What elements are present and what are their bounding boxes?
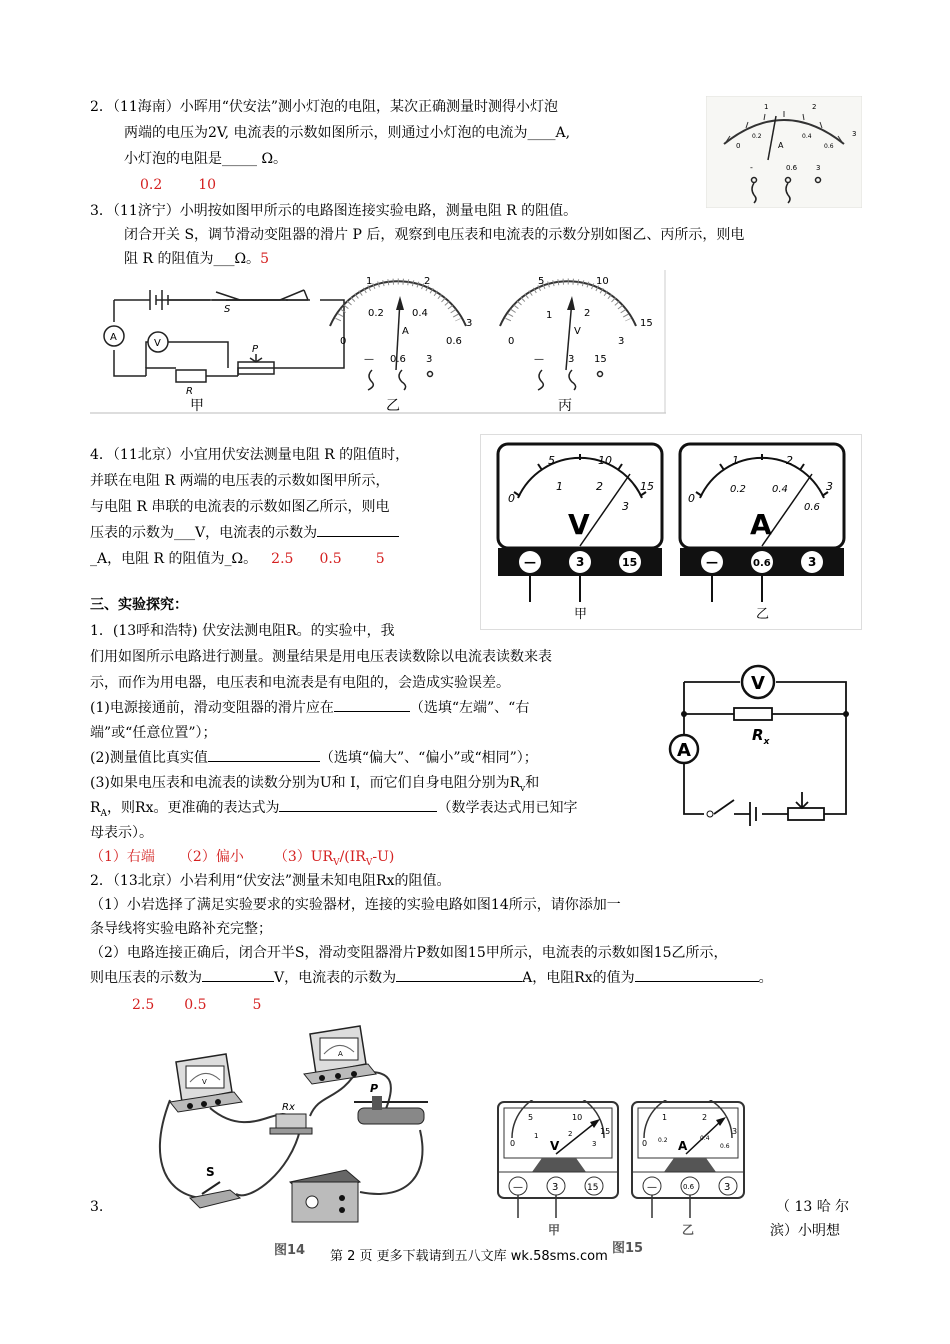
- e2-line-5a: 则电压表的示数为: [90, 970, 202, 986]
- q3-v-tick-2: 10: [596, 276, 609, 287]
- e1-answer-2: （2）偏小: [178, 849, 244, 865]
- q4-line-5: [90, 548, 385, 570]
- e2-answer-3: 5: [252, 997, 262, 1013]
- q3-switch: [216, 292, 240, 300]
- fig15-a-btn-2: 0.6: [683, 1183, 695, 1191]
- q3-a-tick-1: 1: [366, 276, 373, 287]
- q4-v-sub-2: 2: [596, 480, 603, 493]
- e1-line-6: [90, 747, 538, 769]
- fig15: [496, 1100, 756, 1258]
- e2-answer-2: 0.5: [184, 997, 207, 1013]
- q4-a-unit: A: [750, 508, 772, 541]
- q3-a-sub-2: 0.4: [412, 308, 428, 319]
- page-footer: 第 2 页 更多下载请到五八文库 wk.58sms.com: [330, 1249, 608, 1264]
- fig15-a-sub-3: 0.6: [720, 1143, 730, 1150]
- fig14-resistor: [270, 1102, 312, 1134]
- e1-line-7a: (3)如果电压表和电流表的读数分别为U和 I，而它们自身电阻分别为R: [90, 775, 521, 791]
- fig15-a-tick-3: 3: [732, 1127, 738, 1136]
- e1-blank-2: [208, 747, 320, 762]
- q3-a-tick-2: 2: [424, 276, 431, 287]
- e1-line-8b: ，则Rx。更准确的表达式为: [107, 800, 280, 816]
- q2-port-1: 0.6: [786, 164, 798, 172]
- e2-line-5d: 。: [758, 970, 773, 986]
- e1-line-2: 们用如图所示电路进行测量。测量结果是用电压表读数除以电流表读数来表: [90, 649, 552, 665]
- e1-line-3: 示，而作为用电器，电压表和电流表是有电阻的，会造成实验误差。: [90, 675, 510, 691]
- q4-a-btn-3: 3: [808, 555, 817, 569]
- fig15-a-unit: A: [678, 1139, 688, 1153]
- fig15-v-btn-1: —: [513, 1182, 523, 1193]
- fig15-caption: 图15: [612, 1241, 644, 1256]
- q2-line-1: 2．（11海南）小晖用“伏安法”测小灯泡的电阻，某次正确测量时测得小灯泡: [90, 99, 559, 115]
- q2-line-3: 小灯泡的电阻是_____ Ω。: [124, 151, 288, 167]
- q2-unit: A: [778, 141, 784, 150]
- e1-circuit-V: V: [751, 673, 765, 694]
- e1-line-5: 端”或“任意位置”）；: [90, 725, 217, 741]
- q4-answer-1: 2.5: [271, 551, 294, 567]
- e1-line-8: [90, 797, 577, 825]
- e1-line-9: 母表示）。: [90, 825, 153, 841]
- fig15-a-tick-2: 2: [702, 1113, 708, 1122]
- q3-a-port-1: 0.6: [390, 354, 406, 365]
- q4-v-btn-1: —: [524, 555, 536, 569]
- q3-circuit-R: R: [186, 386, 193, 397]
- q3-circuit-A: A: [110, 332, 117, 343]
- q3-a-tick-0: 0: [340, 336, 347, 347]
- q4-line-3: 与电阻 R 串联的电流表的示数如图乙所示，则电: [90, 499, 390, 515]
- e1-line-4b: （选填“左端”、“右: [409, 700, 530, 716]
- e2-answer-1: 2.5: [132, 997, 155, 1013]
- fig15-v-sub-3: 3: [592, 1140, 597, 1148]
- q4-answer-2: 0.5: [319, 551, 342, 567]
- q4-blank: [317, 522, 399, 537]
- q2-port-2: 3: [816, 164, 821, 172]
- q3-a-minus: —: [364, 354, 374, 365]
- e2-blank-3: [635, 967, 759, 982]
- q4-a-tick-3: 3: [826, 480, 833, 493]
- q3-a-unit: A: [402, 326, 409, 337]
- q3-v-sub-1: 1: [546, 310, 553, 321]
- section-heading: 三、实验探究：: [90, 597, 188, 613]
- e3-tail-1: （ 13 哈 尔: [776, 1199, 850, 1215]
- fig14: [150, 1022, 440, 1258]
- fig14-power: [290, 1170, 360, 1222]
- q3-v-sub-2: 2: [584, 308, 591, 319]
- fig15-v-tick-2: 10: [572, 1113, 583, 1122]
- q3-line-2: 闭合开关 S，调节滑动变阻器的滑片 P 后，观察到电压表和电流表的示数分别如图乙、丙所示，则电: [124, 227, 745, 243]
- q4-v-btn-3: 15: [622, 556, 638, 569]
- q2-sub-1: 0.2: [752, 133, 762, 140]
- q3-figure: [90, 270, 666, 414]
- q3-circuit-S: S: [224, 304, 231, 315]
- q4-a-tick-1: 1: [732, 454, 739, 467]
- e1-line-7: [90, 772, 539, 800]
- q3-caption-bing: 丙: [558, 398, 572, 414]
- fig15-v-sub-2: 2: [568, 1130, 573, 1138]
- fig14-caption: 图14: [274, 1243, 306, 1258]
- q2-sub-3: 0.6: [824, 143, 834, 150]
- fig15-v-tick-1: 5: [528, 1113, 534, 1122]
- q4-v-tick-0: 0: [508, 492, 515, 505]
- e1-line-8a: R: [90, 800, 101, 816]
- q4-v-sub-3: 3: [622, 500, 629, 513]
- q3-a-port-2: 3: [426, 354, 433, 365]
- q4-line-4: [90, 522, 399, 544]
- q3-v-sub-3: 3: [618, 336, 625, 347]
- q3-v-minus: —: [534, 354, 544, 365]
- q2-answer: [140, 174, 216, 196]
- e1-line-8c: （数学表达式用已知字: [437, 800, 578, 816]
- q3-a-sub-1: 0.2: [368, 308, 384, 319]
- e1-line-6a: (2)测量值比真实值: [90, 750, 208, 766]
- q4-a-sub-1: 0.2: [730, 484, 746, 495]
- fig14-P: P: [370, 1082, 379, 1095]
- q2-tick-0: 0: [736, 142, 741, 150]
- e1-line-8-sub: A: [100, 808, 108, 819]
- q2-answer-1: 0.2: [140, 177, 163, 193]
- e2-line-2: （1）小岩选择了满足实验要求的实验器材，连接的实验电路如图14所示，请你添加一: [90, 897, 621, 913]
- e2-blank-2: [396, 967, 522, 982]
- q3-ammeter: [330, 276, 472, 414]
- e1-line-6b: （选填“偏大”、“偏小”或“相同”）；: [319, 750, 538, 766]
- q4-v-sub-1: 1: [556, 480, 563, 493]
- fig15-voltmeter: [498, 1100, 618, 1237]
- fig15-v-tick-3: 15: [600, 1127, 611, 1136]
- q4-v-tick-1: 5: [548, 454, 555, 467]
- fig14-A: A: [338, 1050, 343, 1058]
- fig14-voltmeter: [170, 1054, 242, 1112]
- e2-line-1: 2．（13北京）小岩利用“伏安法”测量未知电阻Rx的阻值。: [90, 873, 451, 889]
- e1-answer-3-sub2: V: [365, 857, 373, 868]
- q3-v-unit: V: [574, 326, 581, 337]
- q4-caption-jia: 甲: [574, 607, 588, 622]
- e1-answer-3b: /(IR: [339, 849, 366, 865]
- fig14-S: S: [206, 1165, 215, 1179]
- q3-v-port-2: 15: [594, 354, 607, 365]
- q2-tick-3: 3: [852, 130, 857, 138]
- e1-circuit-A: A: [677, 740, 691, 761]
- q2-tick-1: 1: [764, 103, 769, 111]
- q4-a-btn-2: 0.6: [753, 558, 771, 569]
- fig15-caption-yi: 乙: [682, 1223, 695, 1237]
- e1-line-7-sub: v: [520, 783, 526, 794]
- e2-blank-1: [202, 967, 274, 982]
- q3-v-port-1: 3: [568, 354, 575, 365]
- fig15-a-sub-2: 0.4: [700, 1135, 710, 1142]
- q4-line-4-text: 压表的示数为___V，电流表的示数为: [90, 525, 318, 541]
- q3-a-tick-3: 3: [466, 318, 473, 329]
- fig15-a-sub-1: 0.2: [658, 1137, 668, 1144]
- q4-v-unit: V: [568, 508, 590, 541]
- e2-line-5: [90, 967, 773, 989]
- e1-answer-3c: -U): [372, 849, 395, 865]
- fig14-V: V: [202, 1078, 207, 1086]
- q2-answer-2: 10: [198, 177, 217, 193]
- e1-circuit-R: $R_x$: [752, 726, 770, 747]
- fig15-a-btn-1: —: [647, 1182, 657, 1193]
- q3-v-tick-0: 0: [508, 336, 515, 347]
- q4-a-tick-2: 2: [786, 454, 793, 467]
- e3-number: 3.: [90, 1199, 104, 1215]
- e3-tail-2: 滨）小明想: [770, 1223, 840, 1239]
- e1-line-4a: (1)电源接通前，滑动变阻器的滑片应在: [90, 700, 334, 716]
- q3-a-sub-3: 0.6: [446, 336, 462, 347]
- q3-line-3-text: 阻 R 的阻值为___Ω。: [124, 251, 261, 267]
- q3-circuit-V: V: [154, 338, 161, 349]
- q4-line-2: 并联在电阻 R 两端的电压表的示数如图甲所示，: [90, 473, 390, 489]
- q3-v-tick-1: 5: [538, 276, 545, 287]
- fig15-v-unit: V: [550, 1139, 560, 1153]
- fig15-v-tick-0: 0: [510, 1139, 516, 1148]
- e1-answer-3a: （3）UR: [273, 849, 334, 865]
- fig14-switch: [190, 1165, 240, 1208]
- fig15-caption-jia: 甲: [548, 1223, 561, 1237]
- q3-caption-yi: 乙: [386, 398, 400, 414]
- e1-blank-3: [279, 797, 437, 812]
- e1-line-4: [90, 697, 529, 719]
- fig15-v-btn-2: 3: [552, 1182, 559, 1193]
- q4-a-tick-0: 0: [688, 492, 695, 505]
- e2-line-5b: V，电流表的示数为: [274, 970, 397, 986]
- q4-line-1: 4．（11北京）小宜用伏安法测量电阻 R 的阻值时，: [90, 447, 410, 463]
- q3-v-tick-3: 15: [640, 318, 653, 329]
- q3-answer: 5: [260, 251, 269, 267]
- q3-line-3: [124, 248, 269, 270]
- q2-tick-2: 2: [812, 103, 817, 111]
- e1-line-1: 1．(13呼和浩特) 伏安法测电阻R。的实验中，我: [90, 623, 395, 639]
- q2-line-2: 两端的电压为2V, 电流表的示数如图所示，则通过小灯泡的电流为____A,: [124, 125, 571, 141]
- q4-caption-yi: 乙: [756, 607, 770, 622]
- q4-v-tick-3: 15: [640, 480, 654, 493]
- fig15-a-tick-1: 1: [662, 1113, 668, 1122]
- fig14-Rx: Rx: [282, 1102, 295, 1113]
- e1-answer-1: （1）右端: [90, 849, 155, 865]
- fig15-ammeter: [612, 1100, 744, 1256]
- q4-line-5-text: _A，电阻 R 的阻值为_Ω。: [90, 551, 258, 567]
- e1-answer-3-sub1: V: [333, 857, 340, 868]
- q2-sub-2: 0.4: [802, 133, 812, 140]
- q4-v-tick-2: 10: [598, 454, 612, 467]
- q3-circuit-P: P: [252, 344, 259, 355]
- q4-v-btn-2: 3: [576, 555, 585, 569]
- e2-line-3: 条导线将实验电路补充完整；: [90, 921, 272, 937]
- q4-a-sub-2: 0.4: [772, 484, 788, 495]
- fig15-a-btn-3: 3: [724, 1182, 731, 1193]
- q4-figure: [480, 434, 862, 630]
- fig15-v-sub-1: 1: [534, 1132, 539, 1140]
- q4-answer-3: 5: [375, 551, 385, 567]
- q3-line-1: 3．（11济宁）小明按如图甲所示的电路图连接实验电路，测量电阻 R 的阻值。: [90, 203, 578, 219]
- e1-blank-1: [334, 697, 410, 712]
- e1-circuit-figure: [664, 664, 864, 832]
- q4-a-btn-1: —: [706, 555, 718, 569]
- q2-minus: -: [750, 163, 753, 172]
- fig14-ammeter: [304, 1026, 376, 1084]
- fig15-a-tick-0: 0: [642, 1139, 648, 1148]
- e2-answers: [132, 994, 261, 1016]
- q2-ammeter-figure: [706, 96, 862, 208]
- e2-line-5c: A，电阻Rx的值为: [522, 970, 635, 986]
- q4-a-sub-3: 0.6: [804, 502, 820, 513]
- fig15-v-btn-3: 15: [587, 1183, 599, 1193]
- e1-line-7b: 和: [525, 775, 540, 791]
- e2-line-4: （2）电路连接正确后，闭合开半S，滑动变阻器滑片P数如图15甲所示，电流表的示数如图15乙所示，: [90, 945, 728, 961]
- q3-caption-jia: 甲: [190, 398, 204, 414]
- q3-voltmeter: [500, 276, 653, 414]
